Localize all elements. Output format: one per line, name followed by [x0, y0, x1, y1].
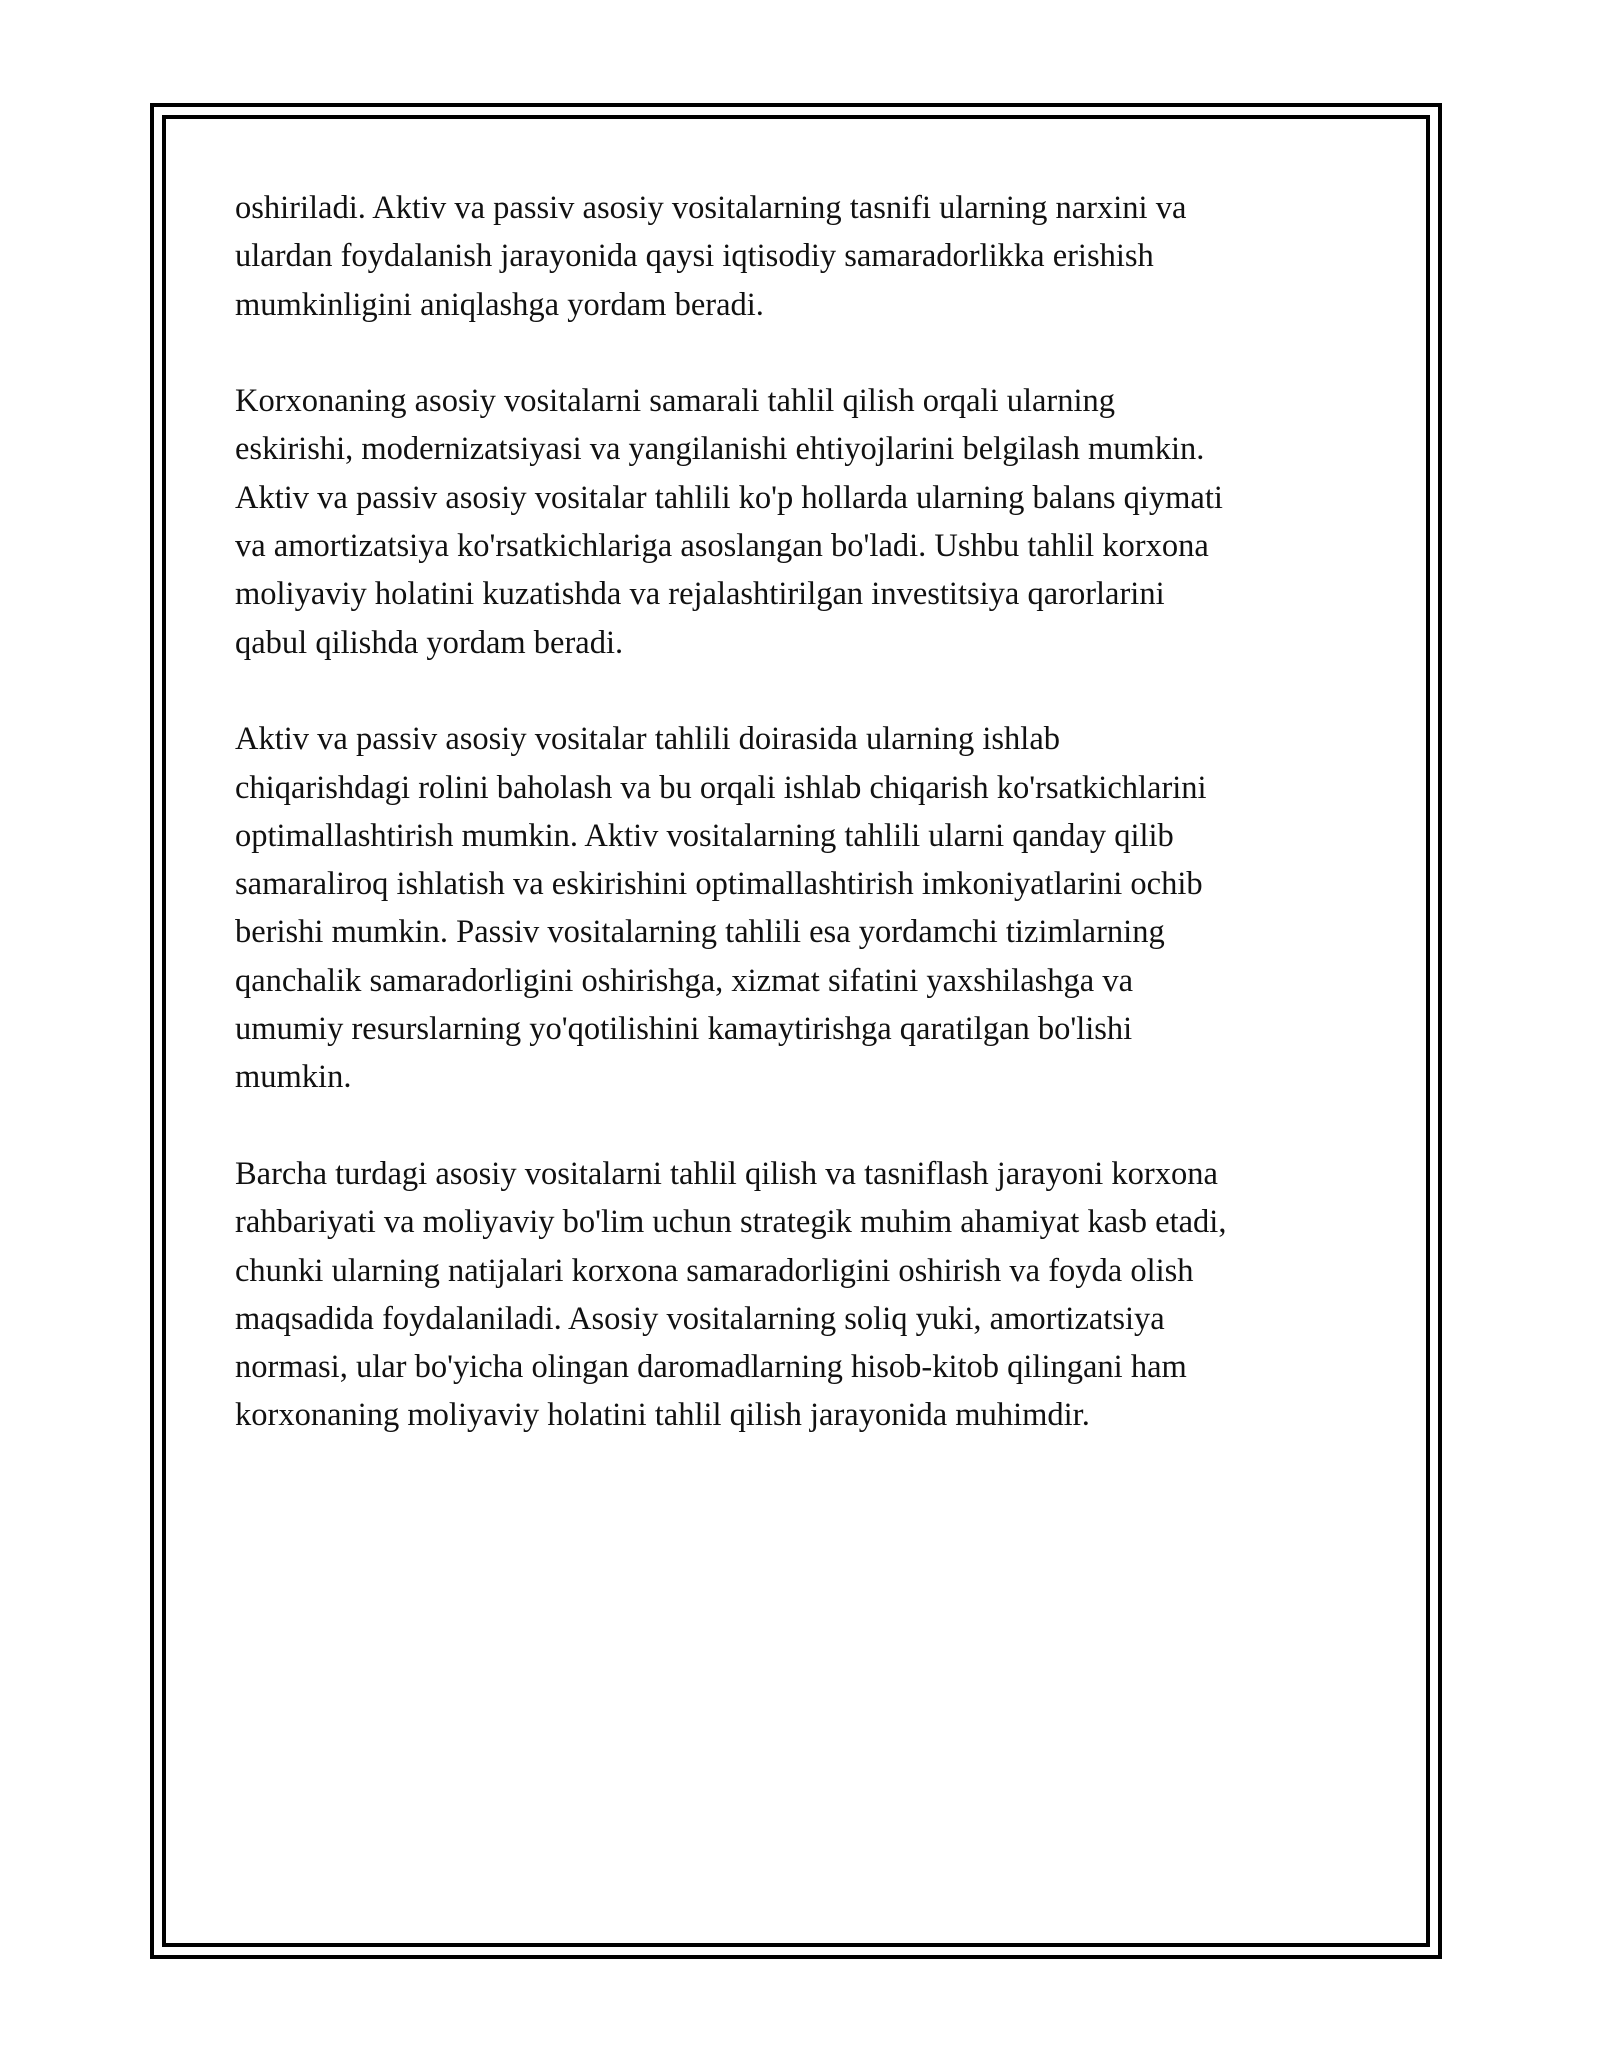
paragraph-2-line-1: Korxonaning asosiy vositalarni samarali tahlil qilish orqali ularning — [235, 383, 1116, 420]
paragraph-2-line-4: va amortizatsiya ko'rsatkichlariga asoslangan bo'ladi. Ushbu tahlil korxona — [235, 528, 1209, 565]
paragraph-3-line-5: berishi mumkin. Passiv vositalarning tahlili esa yordamchi tizimlarning — [235, 914, 1165, 951]
paragraph-2-line-6: qabul qilishda yordam beradi. — [235, 624, 624, 661]
paragraph-3-line-3: optimallashtirish mumkin. Aktiv vositalarning tahlili ularni qanday qilib — [235, 817, 1174, 854]
paragraph-4-line-3: chunki ularning natijalari korxona samaradorligini oshirish va foyda olish — [235, 1252, 1194, 1289]
paragraph-3-line-1: Aktiv va passiv asosiy vositalar tahlili doirasida ularning ishlab — [235, 721, 1061, 758]
paragraph-3-line-2: chiqarishdagi rolini baholash va bu orqali ishlab chiqarish ko'rsatkichlarini — [235, 769, 1207, 806]
paragraph-2-line-3: Aktiv va passiv asosiy vositalar tahlili ko'p hollarda ularning balans qiymati — [235, 479, 1223, 516]
paragraph-2 — [235, 377, 1365, 667]
paragraph-2-line-5: moliyaviy holatini kuzatishda va rejalashtirilgan investitsiya qarorlarini — [235, 576, 1165, 613]
paragraph-3 — [235, 715, 1365, 1101]
paragraph-3-line-8: mumkin. — [235, 1059, 352, 1096]
paragraph-1 — [235, 184, 1365, 329]
paragraph-4-line-6: korxonaning moliyaviy holatini tahlil qilish jarayonida muhimdir. — [235, 1397, 1090, 1434]
paragraph-3-line-6: qanchalik samaradorligini oshirishga, xizmat sifatini yaxshilashga va — [235, 962, 1134, 999]
document-body — [235, 184, 1365, 1488]
paragraph-1-line-2: ulardan foydalanish jarayonida qaysi iqtisodiy samaradorlikka erishish — [235, 238, 1154, 275]
paragraph-4 — [235, 1150, 1365, 1440]
paragraph-2-line-2: eskirishi, modernizatsiyasi va yangilanishi ehtiyojlarini belgilash mumkin. — [235, 431, 1205, 468]
paragraph-1-line-3: mumkinligini aniqlashga yordam beradi. — [235, 286, 764, 323]
paragraph-4-line-4: maqsadida foydalaniladi. Asosiy vositalarning soliq yuki, amortizatsiya — [235, 1300, 1165, 1337]
paragraph-3-line-7: umumiy resurslarning yo'qotilishini kamaytirishga qaratilgan bo'lishi — [235, 1011, 1133, 1048]
paragraph-4-line-2: rahbariyati va moliyaviy bo'lim uchun strategik muhim ahamiyat kasb etadi, — [235, 1204, 1227, 1241]
paragraph-4-line-1: Barcha turdagi asosiy vositalarni tahlil qilish va tasniflash jarayoni korxona — [235, 1155, 1218, 1192]
paragraph-1-line-1: oshiriladi. Aktiv va passiv asosiy vositalarning tasnifi ularning narxini va — [235, 190, 1187, 226]
paragraph-4-line-5: normasi, ular bo'yicha olingan daromadlarning hisob-kitob qilingani ham — [235, 1349, 1187, 1386]
paragraph-3-line-4: samaraliroq ishlatish va eskirishini optimallashtirish imkoniyatlarini ochib — [235, 866, 1203, 903]
